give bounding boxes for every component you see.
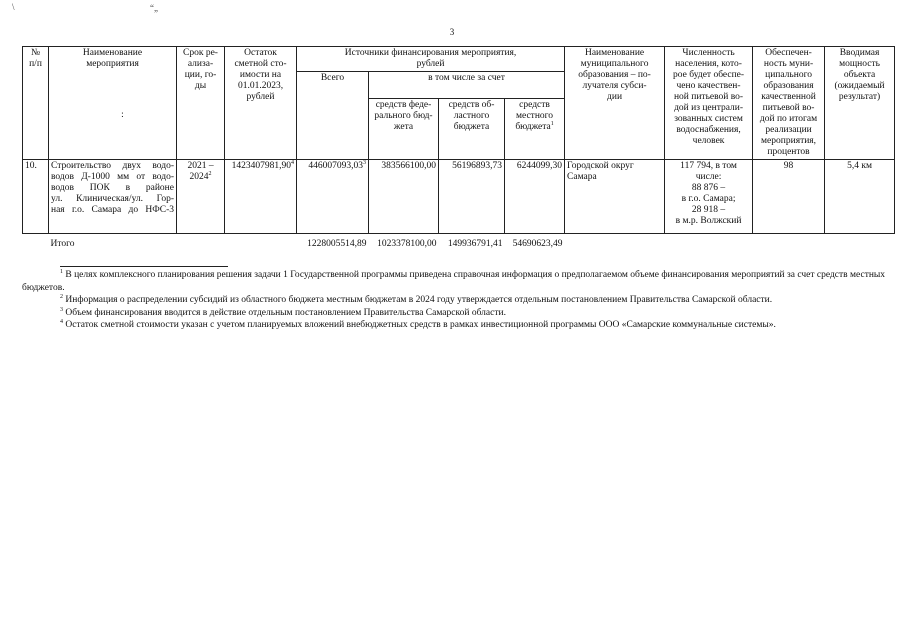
row-total: 446007093,03$^3$ [297, 160, 369, 234]
footnote: $^4$ Остаток сметной стоимости указан с учетом планируемых вложений внебюджетных средств в рамках инвестиционной программы ООО «Самарские коммунальные системы». [60, 318, 776, 330]
header-capacity: Вводимая мощность объекта (ожидаемый результат) [825, 47, 895, 160]
row-local: 6244099,30 [505, 160, 565, 234]
header-num: № п/п [23, 47, 49, 160]
header-municipality: Наименование муниципального образования – по- лучателя субси- дии [565, 47, 665, 160]
header-name: Наименование мероприятия : [49, 47, 177, 160]
row-population: 117 794, в том числе: 88 876 – в г.о. Самара; 28 918 – в м.р. Волжский [665, 160, 753, 234]
footnote: $^3$ Объем финансирования вводится в действие отдельным постановлением Правительства Самарской области. [60, 306, 506, 318]
header-regional: средств об- ластного бюджета [439, 99, 505, 160]
totals-federal: 1023378100,00 [377, 239, 437, 249]
row-regional: 56196893,73 [439, 160, 505, 234]
header-including: в том числе за счет [369, 72, 565, 99]
header-total: Всего [297, 72, 369, 160]
scan-mark-top: “„ [150, 3, 158, 13]
header-local: средств местного бюджета$^1$ [505, 99, 565, 160]
header-balance: Остаток сметной сто- имости на 01.01.2023, рублей [225, 47, 297, 160]
header-provision: Обеспечен- ность муни- ципального образования качественной питьевой во- дой по итогам реализации мероприятия, процентов [753, 47, 825, 160]
row-balance: 1423407981,90$^4$ [225, 160, 297, 234]
row-total-sup: 3 [363, 159, 366, 166]
table-row [23, 160, 895, 234]
header-local-sup: 1 [550, 120, 554, 127]
row-term: 2021 – 2024$^2$ [177, 160, 225, 234]
footnote: $^2$ Информация о распределении субсидий из областного бюджета местным бюджетам в 2024 году утверждается отдельным постановлением Правительства Самарской области. [60, 293, 773, 305]
header-blank-mark: : [121, 110, 124, 120]
footnotes [22, 269, 894, 332]
row-num: 10. [23, 160, 49, 234]
row-provision: 98 [753, 160, 825, 234]
row-balance-sup: 4 [291, 159, 294, 166]
totals-regional: 149936791,41 [447, 239, 503, 249]
footnote: $^1$ В целях комплексного планирования решения задачи 1 Государственной программы приведена справочная информация о предполагаемом объеме финансирования мероприятий за счет средств местных бюджетов. [22, 268, 886, 293]
totals-total: 1228005514,89 [307, 239, 367, 249]
header-federal: средств феде- рального бюд- жета [369, 99, 439, 160]
row-name: Строительство двух водо- водов Д-1000 мм от водо- водов ПОК в районе ул. Клиническая/ул. Гор- ная г.о. Самара до НФС-3 [49, 160, 177, 234]
totals-row [23, 234, 895, 252]
page-number: 3 [449, 27, 455, 37]
header-sources: Источники финансирования мероприятия, рублей [297, 47, 565, 72]
totals-label: Итого [50, 239, 75, 249]
scan-mark-left: \ [12, 2, 15, 12]
row-municipality: Городской округ Самара [565, 160, 665, 234]
financing-table [22, 46, 895, 251]
row-federal: 383566100,00 [369, 160, 439, 234]
header-term: Срок ре- ализа- ции, го- ды [177, 47, 225, 160]
header-population: Численность населения, кото- рое будет обеспе- чено качествен- ной питьевой во- дой из централи- зованных систем водоснабжения, человек [665, 47, 753, 160]
totals-local: 54690623,49 [512, 239, 563, 249]
footnote-divider [60, 266, 228, 267]
row-term-sup: 2 [208, 170, 212, 177]
row-capacity: 5,4 км [825, 160, 895, 234]
